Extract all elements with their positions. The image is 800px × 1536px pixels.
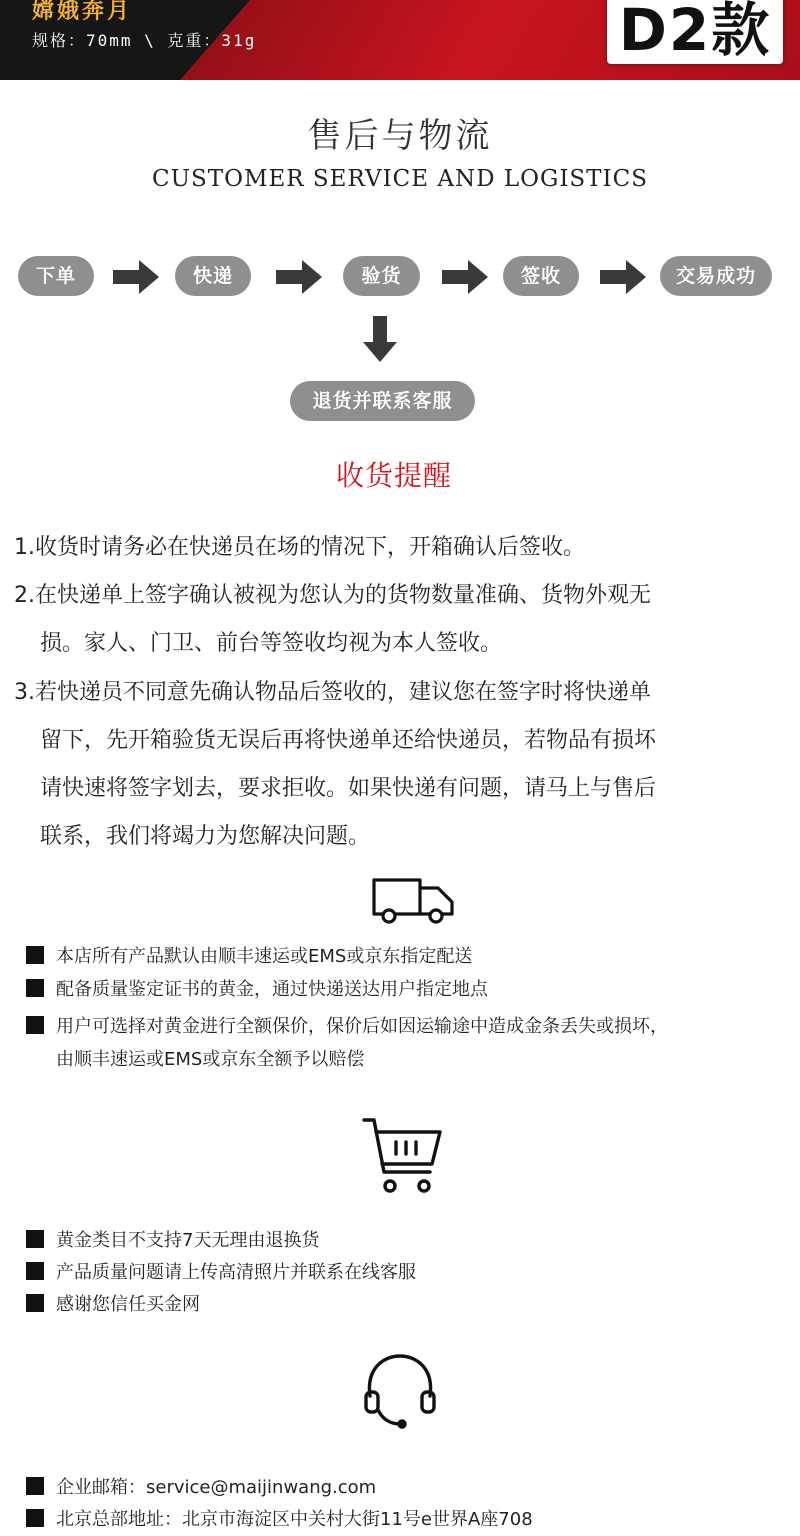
bullet-square-icon — [26, 1509, 44, 1527]
arrow-down-icon — [363, 316, 397, 364]
logistics-item: 本店所有产品默认由顺丰速运或EMS或京东指定配送 — [26, 940, 786, 973]
flow-step-order: 下单 — [18, 256, 94, 296]
arrow-right-icon — [113, 260, 161, 294]
contact-address: 北京总部地址：北京市海淀区中关村大街11号e世界A座708 — [26, 1503, 786, 1536]
bullet-square-icon — [26, 1294, 44, 1312]
reminder-item: 请快速将签字划去，要求拒收。如果快递有问题，请马上与售后 — [40, 776, 657, 801]
bullet-square-icon — [26, 1262, 44, 1280]
arrow-right-icon — [600, 260, 648, 294]
reminder-item: 联系，我们将竭力为您解决问题。 — [40, 824, 371, 849]
logistics-item: 配备质量鉴定证书的黄金，通过快递送达用户指定地点 — [26, 973, 786, 1006]
truck-icon — [368, 874, 460, 924]
policy-item: 感谢您信任买金网 — [26, 1288, 786, 1321]
headset-icon — [362, 1352, 438, 1432]
product-spec: 规格：70mm \ 克重：31g — [32, 31, 257, 50]
shopping-cart-icon — [360, 1114, 446, 1198]
reminder-title: 收货提醒 — [335, 459, 452, 492]
model-badge — [607, 0, 783, 64]
reminder-item: 留下，先开箱验货无误后再将快递单还给快递员，若物品有损坏 — [40, 728, 657, 753]
flow-step-delivery: 快递 — [175, 256, 251, 296]
bullet-square-icon — [26, 1016, 44, 1034]
section-title: 售后与物流 — [307, 116, 493, 156]
reminder-item: 损。家人、门卫、前台等签收均视为本人签收。 — [40, 631, 503, 656]
contact-email: 企业邮箱：service@maijinwang.com — [26, 1471, 786, 1504]
section-subtitle: CUSTOMER SERVICE AND LOGISTICS — [152, 166, 648, 192]
policy-item: 产品质量问题请上传高清照片并联系在线客服 — [26, 1256, 786, 1289]
flow-step-success: 交易成功 — [660, 256, 772, 296]
bullet-square-icon — [26, 946, 44, 964]
flow-step-return: 退货并联系客服 — [290, 381, 475, 421]
logistics-item-continued: 由顺丰速运或EMS或京东全额予以赔偿 — [56, 1049, 365, 1070]
reminder-item: 3.若快递员不同意先确认物品后签收的，建议您在签字时将快递单 — [14, 680, 651, 705]
product-name: 嫦娥奔月 — [32, 0, 133, 24]
bullet-square-icon — [26, 1477, 44, 1495]
flow-step-sign: 签收 — [503, 256, 579, 296]
bullet-square-icon — [26, 1230, 44, 1248]
header-banner — [0, 0, 800, 80]
model-badge-label: D2款 — [618, 0, 772, 64]
bullet-square-icon — [26, 979, 44, 997]
reminder-item: 1.收货时请务必在快递员在场的情况下，开箱确认后签收。 — [14, 535, 585, 560]
reminder-item: 2.在快递单上签字确认被视为您认为的货物数量准确、货物外观无 — [14, 583, 651, 608]
policy-item: 黄金类目不支持7天无理由退换货 — [26, 1224, 786, 1257]
arrow-right-icon — [442, 260, 490, 294]
logistics-item: 用户可选择对黄金进行全额保价，保价后如因运输途中造成金条丢失或损坏， — [26, 1010, 786, 1043]
arrow-right-icon — [276, 260, 324, 294]
flow-step-inspect: 验货 — [343, 256, 420, 296]
